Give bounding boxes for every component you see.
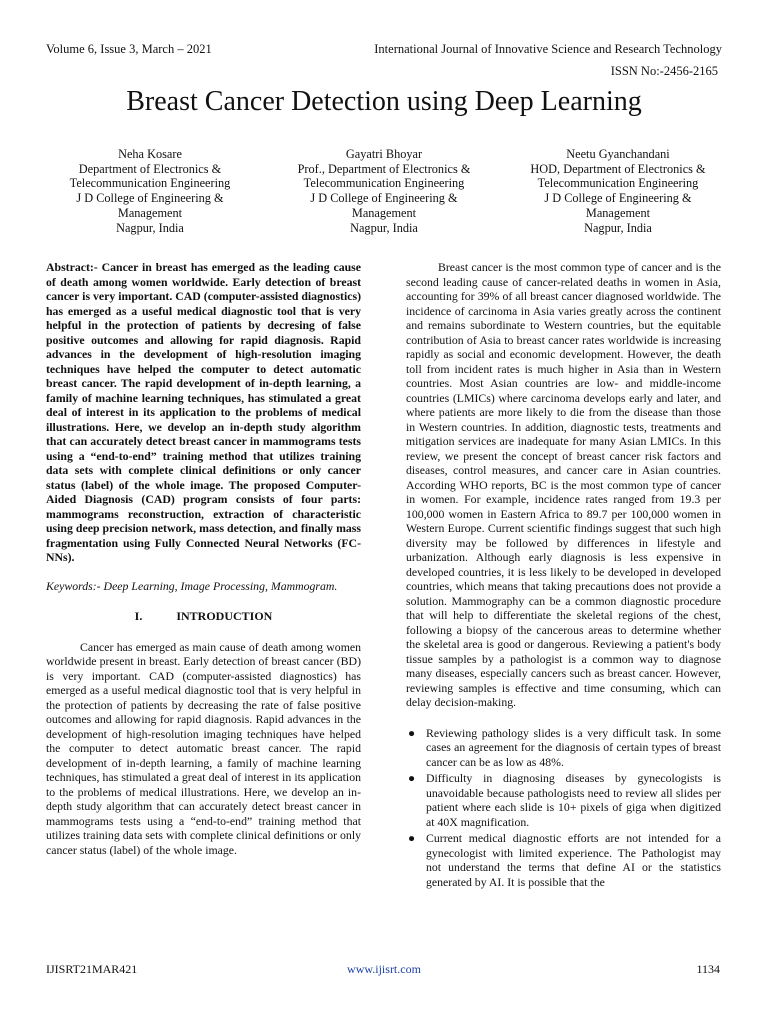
author-dept: Telecommunication Engineering (69, 176, 231, 191)
author-block (274, 147, 494, 235)
keywords: Keywords:- Deep Learning, Image Processing, Mammogram. (46, 578, 338, 593)
paper-code: IJISRT21MAR421 (46, 962, 138, 976)
author-block (508, 147, 728, 235)
bullet-icon: ● (408, 725, 416, 740)
list-item (406, 726, 721, 770)
list-item (406, 831, 721, 889)
author-name: Neetu Gyanchandani (566, 147, 670, 161)
bullet-icon: ● (408, 771, 416, 785)
list-item (406, 771, 721, 829)
list-item-text: Difficulty in diagnosing diseases by gynecologists is unavoidable because pathologists need to review all slides per patient where each slide is 10+ pixels of giga when digitized at 40X magnification. (426, 771, 721, 829)
author-college: Management (351, 205, 417, 220)
author-block (40, 147, 260, 235)
author-list (40, 147, 728, 235)
right-column (406, 260, 721, 891)
list-item-text: Current medical diagnostic efforts are not intended for a gynecologist with limited experience. The Pathologist may not understand the terms that define AI or the statistics generated by AI. It is possible that the (426, 831, 721, 889)
bullet-icon: ● (408, 831, 416, 845)
intro-paragraph: Cancer has emerged as main cause of death among women worldwide present in breast. Early detection of breast cancer (BD) is very important. CAD (computer-assisted diagnostics) has emerged as a useful medical diagnostic tool that is very helpful in the protection of patients by decreasing the rate of false positive outcomes and allowing for rapid diagnosis. Rapid advances in the development of high-resolution imaging techniques have helped the computer to detect automatic breast cancer. The rapid development of in-depth learning, a family of machine learning techniques, has stimulated a great deal of interest in its application to the problems of medical illustrations. Here, we develop an in-depth study algorithm that can accurately detect breast cancer in mammograms tests using a “end-to-end” training method that utilizes training data sets with complete clinical definitions or only cancer status (label) of the whole image. (46, 639, 361, 857)
journal-volume: Volume 6, Issue 3, March – 2021 (46, 42, 212, 56)
journal-name: International Journal of Innovative Science and Research Technology (374, 42, 722, 56)
author-role: Prof., Department of Electronics & (297, 161, 471, 176)
page-number: 1134 (696, 962, 720, 976)
left-column (46, 260, 361, 857)
paper-title: Breast Cancer Detection using Deep Learning (126, 86, 642, 117)
abstract: Abstract:- Cancer in breast has emerged as the leading cause of death among women worldwide. Early detection of breast cancer is very important. CAD (computer-assisted diagnostics) has emerged as a useful medical diagnostic tool that is very helpful in the protection of patients by decresing of false positive outcomes and allowing for rapid diagnosis. Rapid advances in the development of high-resolution imaging techniques have helped the computer to detect automatic breast cancer. The rapid development of in-depth learning, a family of machine learning techniques, has stimulated a great deal of interest in its application to the problems of medical illustrations. Here, we develop an in-depth study algorithm that can accurately detect breast cancer in mammograms tests using a “end-to-end” training method that utilizes training data sets with complete clinical definitions or only cancer status (label) of the whole image. The proposed Computer-Aided Diagnosis (CAD) program consists of four parts: mammograms reconstruction, extraction of characteristic using deep precision network, mass detection, and finally mass fragmentation using Fully Connected Neural Networks (FC-NNs). (46, 260, 361, 564)
author-dept: Telecommunication Engineering (537, 176, 699, 191)
body-paragraph: Breast cancer is the most common type of cancer and is the second leading cause of cancer-related deaths in women in Asia, accounting for 39% of all breast cancer diagnosed worldwide. The incidence of carcinoma in Asia varies greatly across the continent and remains subordinate to Western countries, but the equitable contribution of Asia to breast cancer rates worldwide is increasing rapidly as social and economic development. However, the death toll from incident rates is much higher in Asia than in Western countries. Most Asian countries are low- and middle-income countries (LMICs) where carcinoma develops early and later, and where patients are more likely to die from the disease than those in Western countries. In addition, diagnostic tests, treatments and mitigation services are inadequate for many Asian LMICs. In this review, we present the concept of breast cancer risk factors and diseases, control measures, and cancer care in Asian countries. According WHO reports, BC is the most common type of cancer in women. For example, incidence rates ranged from 19.3 per 100,000 women in Eastern Africa to 89.7 per 100,000 women in Western Europe. Current scientific findings suggest that such high diversity may be followed by differences in lifestyle and urbanization. Although early diagnosis is less expensive in developed countries, it is less likely to be developed in developed countries, which means that taking precautions does not provide a solution. Mammography can be a common diagnostic procedure that will help to differentiate the skeletal regions of the chest, following a biopsy of the cancerous areas to determine whether the skeletal area is good or dangerous. Reviewing a patient's body tissue samples by a pathologist is a common way to diagnose many diseases, especially cancers such as breast cancer. However, reviewing samples is effective and time consuming, which can delay decision-making. (406, 260, 721, 709)
author-college: J D College of Engineering & (76, 191, 224, 206)
author-name: Gayatri Bhoyar (345, 147, 423, 161)
section-heading (46, 609, 361, 624)
author-college: J D College of Engineering & (310, 191, 458, 206)
journal-issn: ISSN No:-2456-2165 (610, 64, 718, 78)
list-item-text: Reviewing pathology slides is a very difficult task. In some cases an agreement for the diagnosis of certain types of breast cancer can be as low as 48%. (426, 725, 721, 769)
author-college: J D College of Engineering & (544, 191, 692, 206)
author-location: Nagpur, India (584, 220, 652, 235)
bullet-list (406, 726, 721, 890)
section-number: I. (134, 609, 143, 623)
author-role: HOD, Department of Electronics & (530, 161, 706, 176)
author-name: Neha Kosare (118, 147, 182, 161)
author-college: Management (585, 205, 651, 220)
author-location: Nagpur, India (350, 220, 418, 235)
author-role: Department of Electronics & (78, 161, 222, 176)
author-dept: Telecommunication Engineering (303, 176, 465, 191)
section-title: INTRODUCTION (176, 609, 273, 623)
author-location: Nagpur, India (116, 220, 184, 235)
author-college: Management (117, 205, 183, 220)
journal-url-link[interactable]: www.ijisrt.com (347, 962, 421, 976)
